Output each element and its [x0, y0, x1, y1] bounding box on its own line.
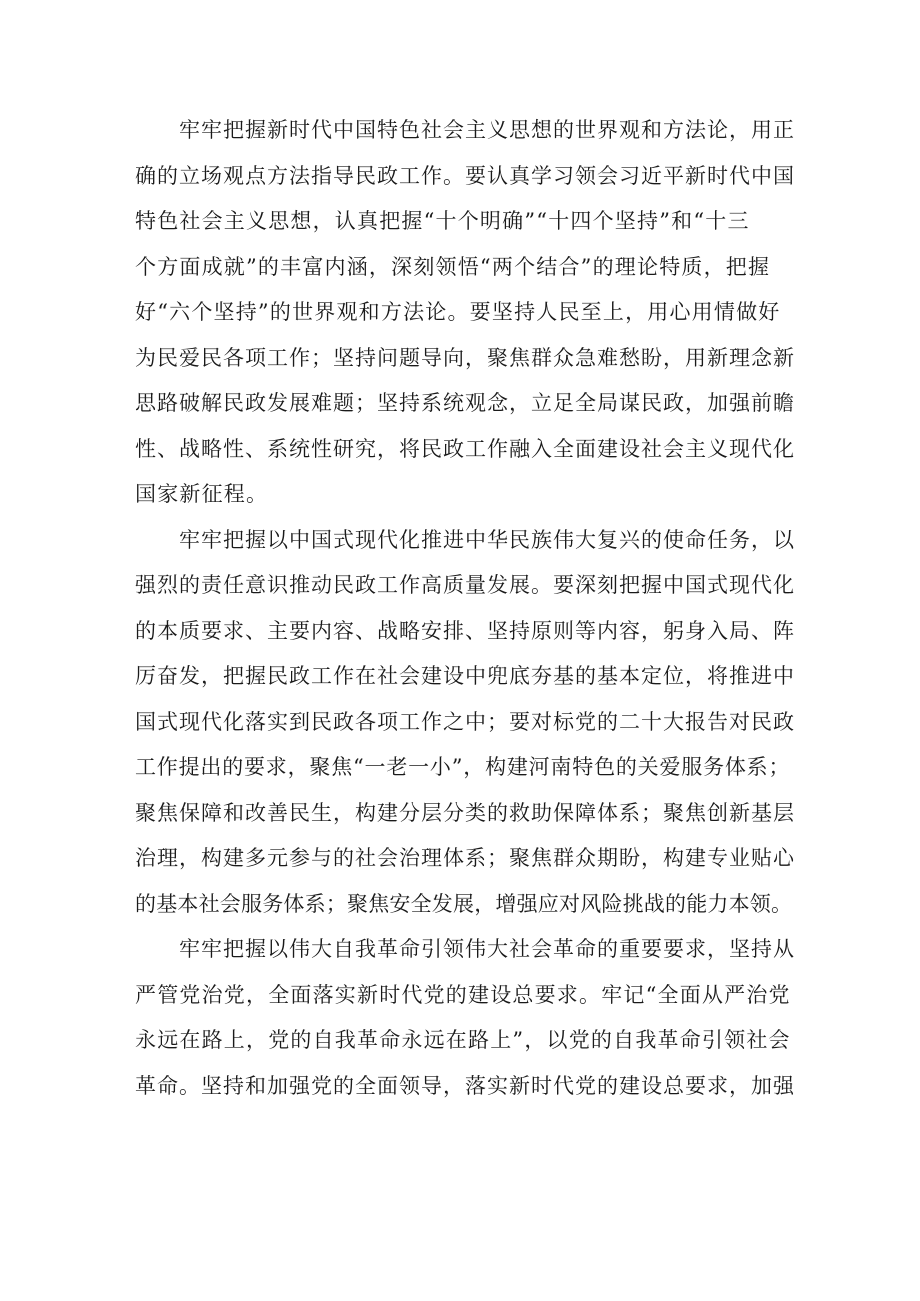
text-line: 厉奋发，把握民政工作在社会建设中兜底夯基的基本定位，将推进中: [135, 664, 795, 688]
text-line: 牢牢把握新时代中国特色社会主义思想的世界观和方法论，用正: [179, 118, 795, 142]
document-body: [135, 108, 795, 1109]
text-line: 的基本社会服务体系；聚焦安全发展，增强应对风险挑战的能力本领。: [135, 891, 793, 916]
text-line: 个方面成就”的丰富内涵，深刻领悟“两个结合”的理论特质，把握: [135, 254, 771, 279]
paragraph-3: [135, 927, 795, 1109]
text-line: 特色社会主义思想，认真把握“十个明确”“十四个坚持”和“十三: [135, 209, 750, 233]
paragraph-2: [135, 518, 795, 928]
text-line: 确的立场观点方法指导民政工作。要认真学习领会习近平新时代中国: [135, 163, 795, 188]
text-line: 思路破解民政发展难题；坚持系统观念，立足全局谋民政，加强前瞻: [135, 391, 795, 415]
text-line: 牢牢把握以伟大自我革命引领伟大社会革命的重要要求，坚持从: [179, 937, 795, 961]
text-line: 的本质要求、主要内容、战略安排、坚持原则等内容，躬身入局、阵: [135, 618, 795, 643]
text-line: 严管党治党，全面落实新时代党的建设总要求。牢记“全面从严治党: [135, 982, 791, 1007]
text-line: 性、战略性、系统性研究，将民政工作融入全面建设社会主义现代化: [135, 436, 795, 461]
text-line: 国式现代化落实到民政各项工作之中；要对标党的二十大报告对民政: [135, 709, 795, 734]
text-line: 聚焦保障和改善民生，构建分层分类的救助保障体系；聚焦创新基层: [135, 800, 795, 825]
text-line: 永远在路上，党的自我革命永远在路上”，以党的自我革命引领社会: [135, 1028, 791, 1052]
text-line: 革命。坚持和加强党的全面领导，落实新时代党的建设总要求，加强: [135, 1073, 795, 1098]
text-line: 好“六个坚持”的世界观和方法论。要坚持人民至上，用心用情做好: [135, 300, 781, 324]
text-line: 治理，构建多元参与的社会治理体系；聚焦群众期盼，构建专业贴心: [135, 846, 795, 870]
text-line: 牢牢把握以中国式现代化推进中华民族伟大复兴的使命任务，以: [179, 527, 795, 552]
text-line: 为民爱民各项工作；坚持问题导向，聚焦群众急难愁盼，用新理念新: [135, 345, 795, 370]
text-line: 国家新征程。: [135, 482, 269, 506]
text-line: 强烈的责任意识推动民政工作高质量发展。要深刻把握中国式现代化: [135, 573, 795, 597]
text-line: 工作提出的要求，聚焦“一老一小”，构建河南特色的关爱服务体系；: [135, 755, 791, 779]
paragraph-1: [135, 108, 795, 518]
